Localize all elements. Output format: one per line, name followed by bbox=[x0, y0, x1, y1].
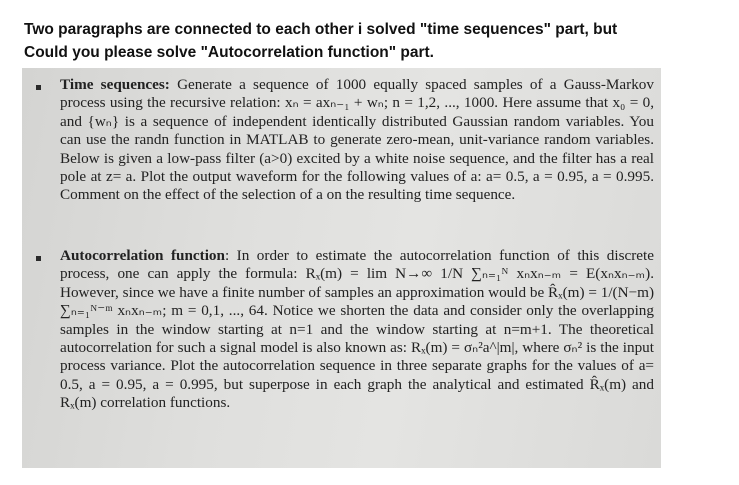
text-time-sequences: Generate a sequence of 1000 equally spaced samples of a Gauss-Markov process using the recursive relation: xₙ = axₙ₋₁ + wₙ; n = 1,2, ..., 1000. Here assume that x₀ = 0, and {wₙ} is a sequence of independent identically distributed Gaussian random variables. You can use the randn function in MATLAB to generate zero-mean, unit-variance random variables. Below is given a low-pass filter (a>0) excited by a white noise sequence, and the filter has a real pole at z= a. Plot the output waveform for the following values of a: a= 0.5, a = 0.95, a = 0.995. Comment on the effect of the selection of a on the resulting time sequence. bbox=[60, 76, 654, 204]
bullet-2 bbox=[36, 256, 41, 261]
question-text bbox=[24, 18, 724, 64]
bullet-1 bbox=[36, 85, 41, 90]
question-line-1: Two paragraphs are connected to each other i solved "time sequences" part, but bbox=[24, 21, 618, 38]
textbook-photo bbox=[22, 68, 661, 468]
question-line-2: Could you please solve "Autocorrelation function" part. bbox=[24, 44, 434, 61]
text-autocorrelation: : In order to estimate the autocorrelation function of this discrete process, one can apply the formula: Rₓ(m) = lim N→∞ 1/N ∑ₙ₌₁ᴺ xₙxₙ₋ₘ = E(xₙxₙ₋ₘ). However, since we have a finite number of samples an approximation would be R̂ₓ(m) = 1/(N−m) ∑ₙ₌₁ᴺ⁻ᵐ xₙxₙ₋ₘ; m = 0,1, ..., 64. Notice we shorten the data and consider only the overlapping samples in the window starting at n=1 and the window starting at n=m+1. The theoretical autocorrelation for such a signal model is also known as: Rₓ(m) = σₙ²a^|m|, where σₙ² is the input process variance. Plot the autocorrelation sequence in three separate graphs for the values of a= 0.5, a = 0.95, a = 0.995, but superpose in each graph the analytical and estimated R̂ₓ(m) and Rₓ(m) correlation functions. bbox=[60, 247, 654, 412]
heading-autocorrelation: Autocorrelation function bbox=[60, 247, 225, 264]
paragraph-time-sequences bbox=[60, 76, 654, 205]
paragraph-autocorrelation bbox=[60, 247, 654, 413]
heading-time-sequences: Time sequences: bbox=[60, 76, 170, 93]
